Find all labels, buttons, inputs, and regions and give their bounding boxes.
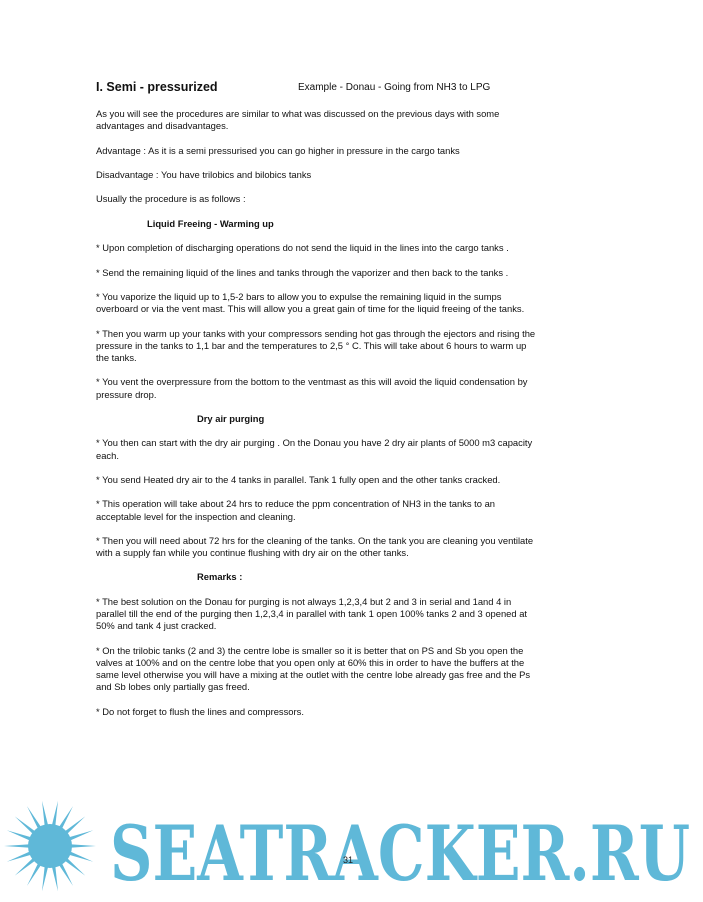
document-body: [96, 108, 536, 730]
paragraph: * This operation will take about 24 hrs to reduce the ppm concentration of NH3 in the tanks to an acceptable level for the inspection and cleaning.: [96, 498, 496, 522]
paragraph: * You vent the overpressure from the bottom to the ventmast as this will avoid the liquid condensation by pressure drop.: [96, 376, 528, 400]
sun-ray: [64, 816, 85, 834]
sun-ray: [15, 857, 36, 875]
subheading: Dry air purging: [197, 412, 265, 424]
sun-ray: [68, 830, 93, 841]
page-number: 31: [343, 855, 354, 865]
paragraph: * Upon completion of discharging operations do not send the liquid in the lines into the cargo tanks .: [96, 242, 509, 254]
paragraph: * On the trilobic tanks (2 and 3) the centre lobe is smaller so it is better that on PS and Sb you open the valves at 100% and on the centre lobe that you open only at 60% this in order to have the buffers at the same level otherwise you will have a mixing at the outlet with the centre lobe already gas free and the Ps and Sb lobes only partially gas freed.: [96, 644, 531, 693]
section-title: I. Semi - pressurized: [96, 80, 218, 94]
paragraph: * Then you warm up your tanks with your compressors sending hot gas through the ejectors and rising the pressure in the tanks to 1,1 bar and the temperatures to 2,5 ° C. This will take about 6 hours to warm up the tanks.: [96, 327, 536, 363]
sun-ray: [42, 865, 48, 891]
subheading: Liquid Freeing - Warming up: [147, 217, 274, 229]
paragraph: As you will see the procedures are similar to what was discussed on the previous days with some advantages and disadvantages.: [96, 108, 500, 132]
sun-ray: [64, 857, 85, 875]
paragraph: * You send Heated dry air to the 4 tanks in parallel. Tank 1 fully open and the other tanks cracked.: [96, 473, 501, 485]
sun-icon: [4, 801, 96, 892]
paragraph: * Send the remaining liquid of the lines and tanks through the vaporizer and then back to the tanks .: [96, 266, 509, 278]
sun-ray: [7, 851, 32, 862]
sun-ray: [4, 844, 30, 848]
paragraph: * You vaporize the liquid up to 1,5-2 bars to allow you to expulse the remaining liquid in the sumps overboard or via the vent mast. This will allow you a great gain of time for the liquid freeing of the tanks.: [96, 290, 525, 315]
paragraph: * You then can start with the dry air purging . On the Donau you have 2 dry air plants of 5000 m3 capacity each.: [96, 437, 533, 461]
watermark-text: SEATRACKER.RU: [110, 809, 690, 898]
sun-core: [28, 824, 72, 868]
paragraph: Disadvantage : You have trilobics and bilobics tanks: [96, 168, 312, 180]
sun-ray: [27, 862, 42, 885]
sun-ray: [52, 865, 58, 891]
sun-ray: [7, 830, 32, 841]
sun-ray: [42, 801, 48, 827]
sun-ray: [58, 862, 73, 885]
paragraph: * Do not forget to flush the lines and compressors.: [96, 705, 304, 717]
sun-ray: [15, 816, 36, 834]
sun-ray: [27, 806, 42, 829]
paragraph: Usually the procedure is as follows :: [96, 193, 246, 205]
sun-ray: [70, 844, 96, 848]
example-caption: Example - Donau - Going from NH3 to LPG: [298, 82, 491, 93]
paragraph: Advantage : As it is a semi pressurised you can go higher in pressure in the cargo tanks: [96, 144, 460, 156]
sun-ray: [52, 801, 58, 827]
watermark-logo: [0, 798, 703, 902]
paragraph: * Then you will need about 72 hrs for the cleaning of the tanks. On the tank you are cleaning you ventilate with a supply fan while you continue flushing with dry air on the other tanks.: [96, 534, 534, 559]
paragraph: * The best solution on the Donau for purging is not always 1,2,3,4 but 2 and 3 in serial and 1and 4 in parallel till the end of the purging then 1,2,3,4 in parallel with tank 1 open 100% tanks 2 and 3 opened at 50% and tank 4 just cracked.: [96, 595, 528, 632]
sun-ray: [58, 806, 73, 829]
sun-ray: [68, 851, 93, 862]
subheading: Remarks :: [197, 571, 243, 583]
